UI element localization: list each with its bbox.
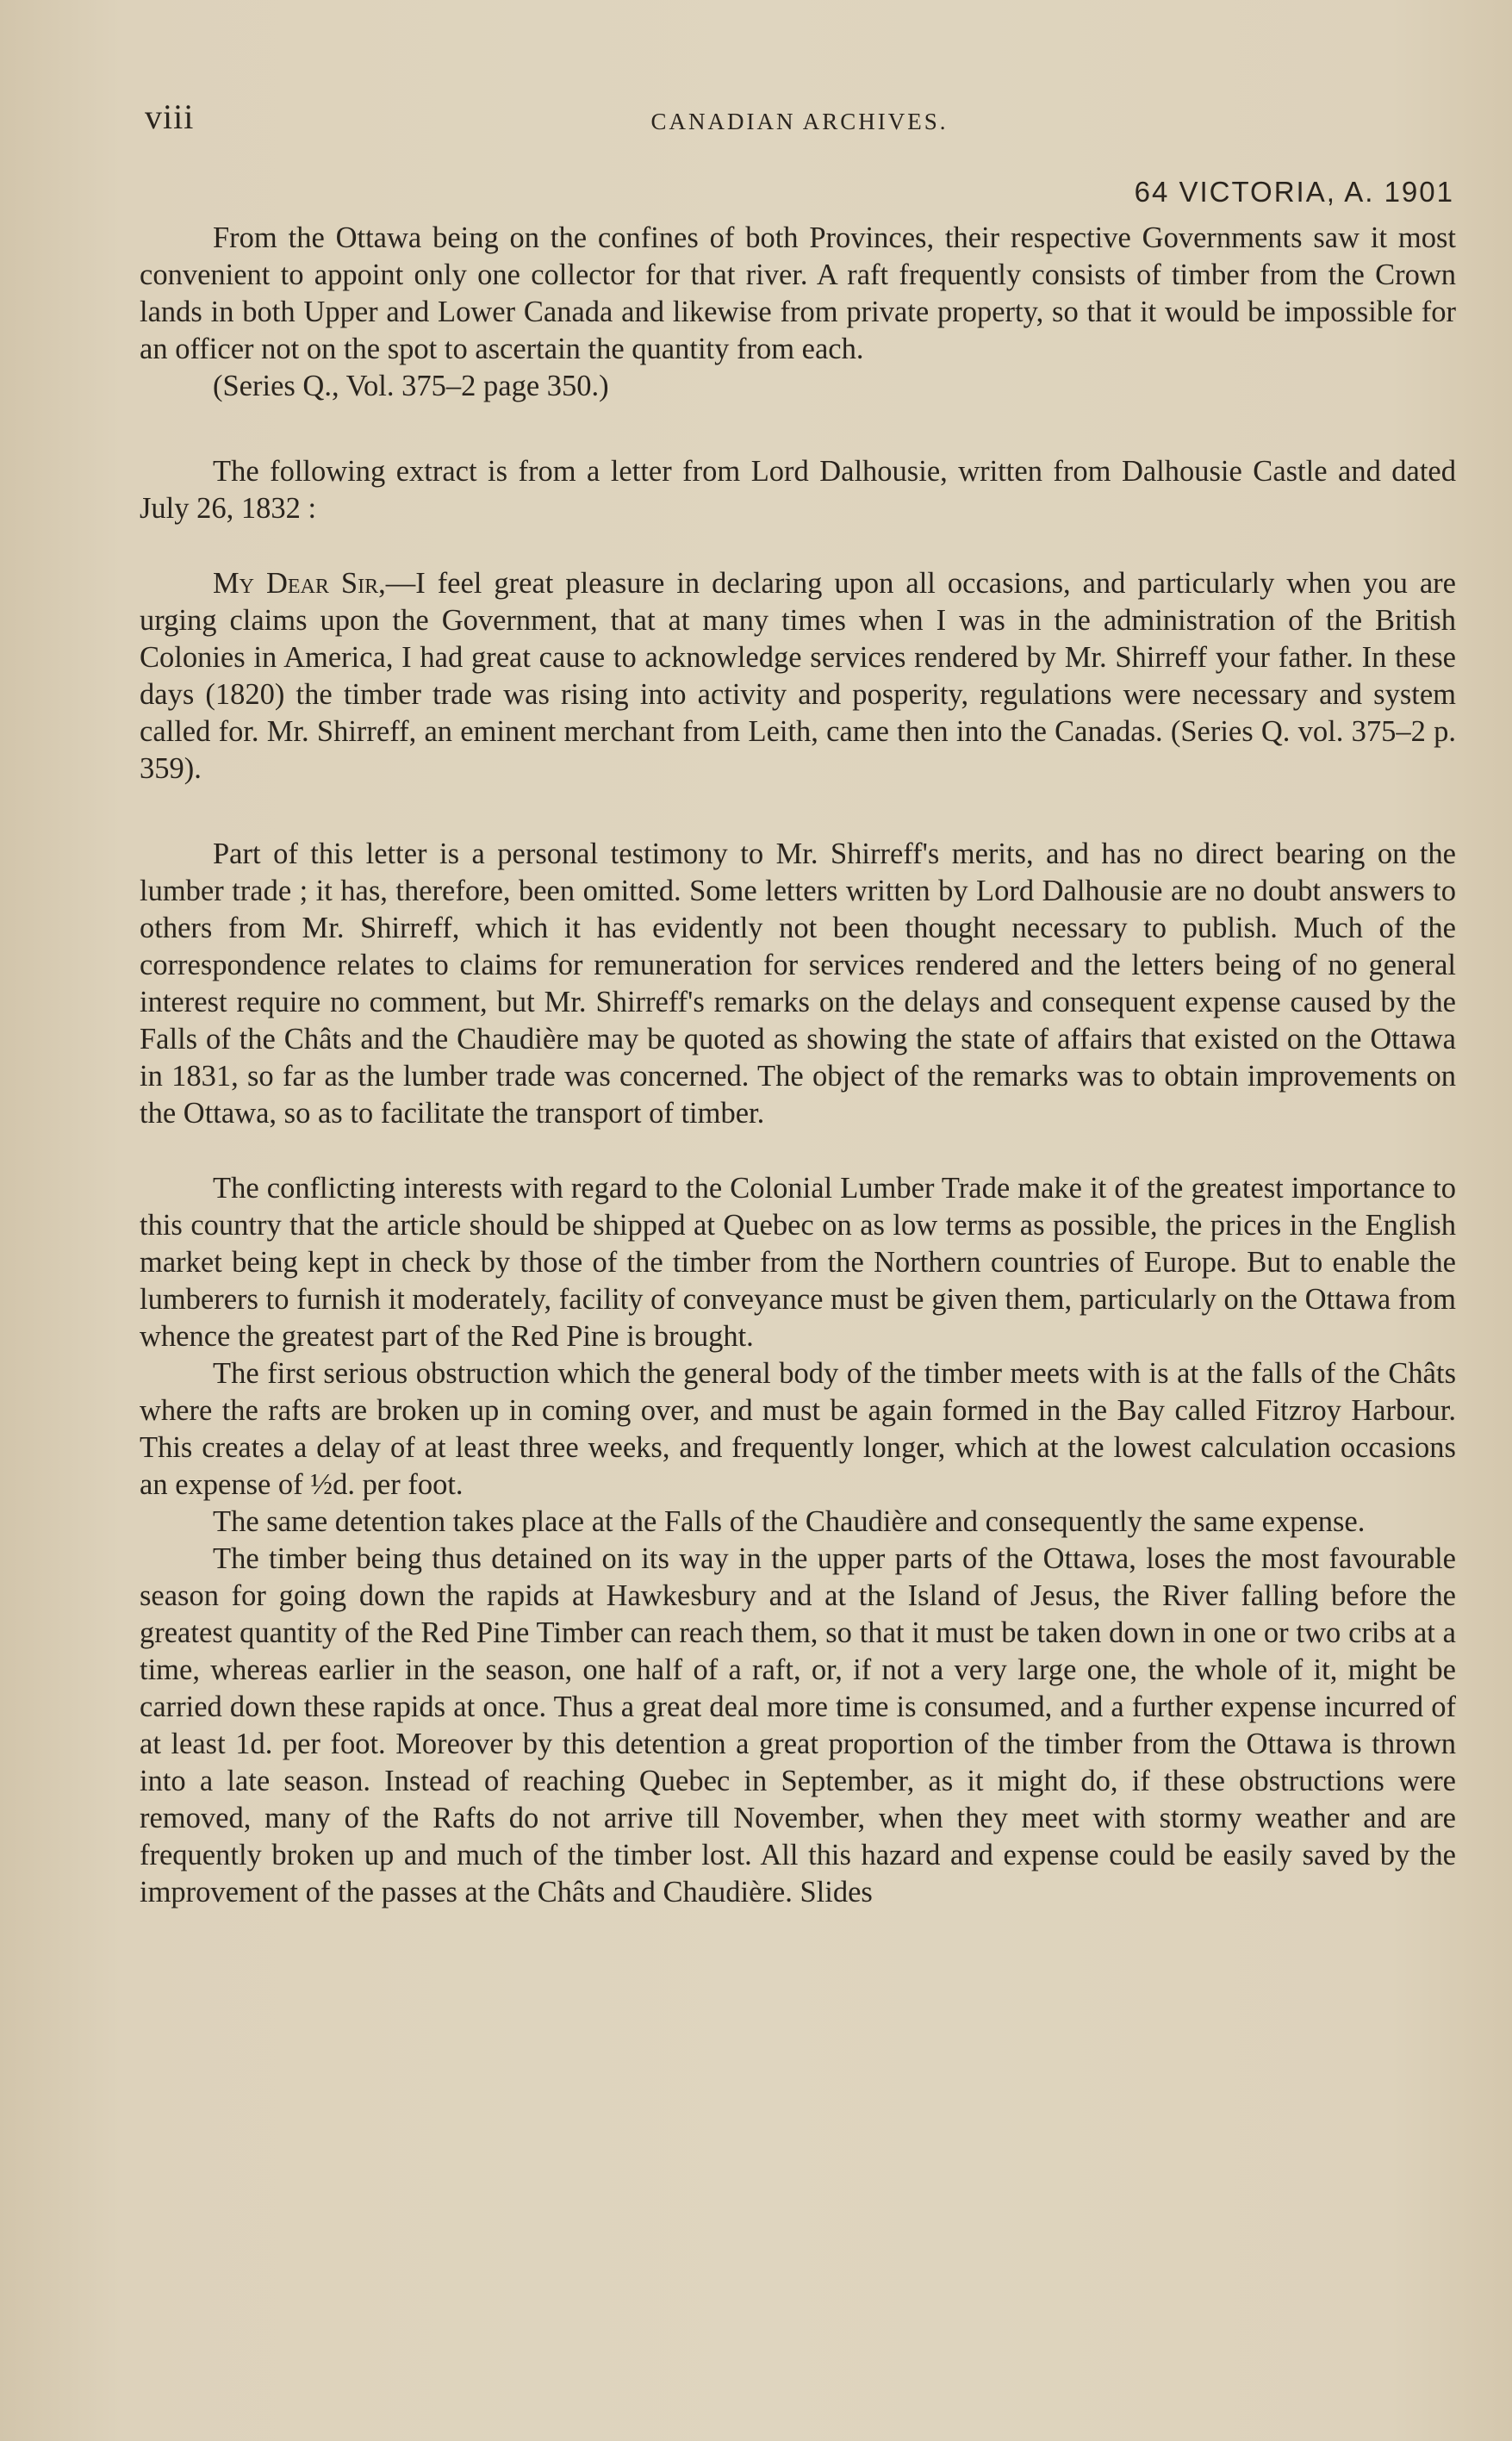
running-head: CANADIAN ARCHIVES. — [650, 109, 949, 134]
quoted-paragraph: The conflicting interests with regard to the Colonial Lumber Trade make it of the greatest importance to this country that the article should be shipped at Quebec on as low terms as possible, the prices in the English market being kept in check by those of the timber from the Northern countries of Europe. But to enable the lumberers to furnish it moderately, facility of conveyance must be given them, particularly on the Ottawa from whence the greatest part of the Red Pine is brought. — [140, 1172, 1456, 1353]
session-reference: 64 VICTORIA, A. 1901 — [1134, 176, 1454, 208]
paragraph: The following extract is from a letter from Lord Dalhousie, written from Dalhousie Castle and dated July 26, 1832 : — [140, 455, 1456, 525]
paragraph: Part of this letter is a personal testimony to Mr. Shirreff's merits, and has no direct bearing on the lumber trade ; it has, therefore, been omitted. Some letters written by Lord Dalhousie are no doubt answers to others from Mr. Shirreff, which it has evidently not been thought necessary to publish. Much of the correspondence relates to claims for remuneration for services rendered and the letters being of no general interest require no comment, but Mr. Shirreff's remarks on the delays and consequent expense caused by the Falls of the Châts and the Chaudière may be quoted as showing the state of affairs that existed on the Ottawa in 1831, so far as the lumber trade was concerned. The object of the remarks was to obtain improvements on the Ottawa, so as to facilitate the transport of timber. — [140, 838, 1456, 1130]
quoted-paragraph: The same detention takes place at the Falls of the Chaudière and consequently the same expense. — [213, 1505, 1366, 1538]
page-folio: viii — [145, 97, 195, 136]
body-text — [140, 220, 1456, 1911]
citation: (Series Q., Vol. 375–2 page 350.) — [213, 370, 609, 402]
quoted-paragraph: The first serious obstruction which the general body of the timber meets with is at the falls of the Châts where the rafts are broken up in coming over, and must be again formed in the Bay called Fitzroy Harbour. This creates a delay of at least three weeks, and frequently longer, which at the lowest calculation occasions an expense of ½d. per foot. — [140, 1357, 1456, 1501]
letter-text: —I feel great pleasure in declaring upon all occasions, and particularly when you are urging claims upon the Government, that at many times when I was in the administration of the British Colonies in America, I had great cause to acknowledge services rendered by Mr. Shirreff your father. In these days (1820) the timber trade was rising into activity and posperity, regulations were necessary and system called for. Mr. Shirreff, an eminent merchant from Leith, came then into the Canadas. (Series Q. vol. 375–2 p. 359). — [140, 567, 1456, 785]
page-header — [145, 97, 1454, 208]
quoted-paragraph: The timber being thus detained on its way in the upper parts of the Ottawa, loses the most favourable season for going down the rapids at Hawkesbury and at the Island of Jesus, the River falling before the greatest quantity of the Red Pine Timber can reach them, so that it must be taken down in one or two cribs at a time, whereas earlier in the season, one half of a raft, or, if not a very large one, the whole of it, might be carried down these rapids at once. Thus a great deal more time is consumed, and a further expense incurred of at least 1d. per foot. Moreover by this detention a great proportion of the timber from the Ottawa is thrown into a late season. Instead of reaching Quebec in September, as it might do, if these obstructions were removed, many of the Rafts do not arrive till November, when they meet with stormy weather and are frequently broken up and much of the timber lost. All this hazard and expense could be easily saved by the improvement of the passes at the Châts and Chaudière. Slides — [140, 1542, 1456, 1909]
letter-paragraph — [140, 565, 1456, 788]
paragraph: From the Ottawa being on the confines of both Provinces, their respective Governments saw it most convenient to appoint only one collector for that river. A raft frequently consists of timber from the Crown lands in both Upper and Lower Canada and likewise from private property, so that it would be impossible for an officer not on the spot to ascertain the quantity from each. — [140, 221, 1456, 365]
salutation: My Dear Sir, — [213, 567, 386, 600]
